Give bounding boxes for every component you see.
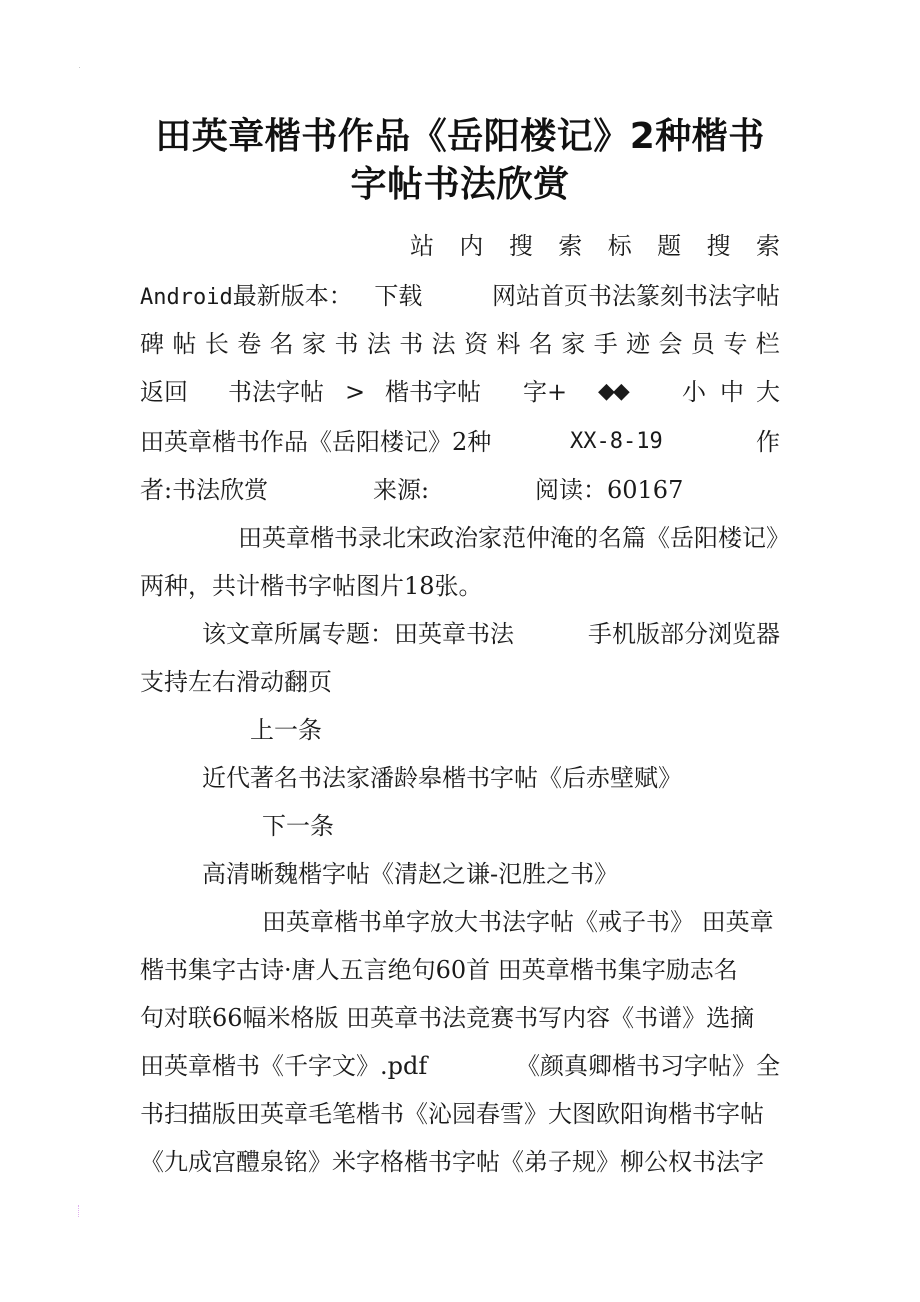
topic-line1: [140, 610, 780, 658]
search-char[interactable]: 索: [558, 232, 583, 260]
search-char[interactable]: 搜: [508, 232, 533, 260]
back-link[interactable]: 返回: [140, 378, 188, 406]
nav-home-link[interactable]: 网站首页书法篆刻书法字帖: [492, 282, 780, 310]
breadcrumb-item-calligraphy[interactable]: 书法字帖: [228, 378, 324, 406]
article-author: 者:书法欣赏: [140, 476, 269, 504]
nav-char[interactable]: 帖: [172, 330, 197, 358]
related-line6[interactable]: 《九成宫醴泉铭》米字格楷书字帖《弟子规》柳公权书法字: [140, 1148, 764, 1176]
search-char[interactable]: 搜: [706, 232, 731, 260]
site-nav-line: [140, 320, 780, 368]
diamond-icon: ◆◆: [598, 379, 628, 404]
search-char[interactable]: 题: [657, 232, 682, 260]
font-size-medium-button[interactable]: 中: [720, 378, 744, 406]
font-size-large-button[interactable]: 大: [756, 378, 780, 406]
page-title-line2: 字帖书法欣赏: [350, 164, 570, 205]
article-title-ref: 田英章楷书作品《岳阳楼记》2种: [140, 428, 492, 456]
scan-artifact: [78, 1205, 81, 1217]
prev-label: 上一条: [250, 716, 322, 744]
next-article-link[interactable]: 高清晰魏楷字帖《清赵之谦-氾胜之书》: [202, 860, 619, 888]
nav-char[interactable]: 料: [496, 330, 521, 358]
search-char[interactable]: 标: [607, 232, 632, 260]
breadcrumb: [140, 368, 780, 416]
nav-char[interactable]: 长: [204, 330, 229, 358]
article-date: XX-8-19: [570, 429, 663, 454]
search-char[interactable]: 站: [410, 232, 434, 260]
prev-article-link[interactable]: 近代著名书法家潘龄皋楷书字帖《后赤壁赋》: [202, 764, 682, 792]
next-label: 下一条: [262, 812, 334, 840]
author-label-start: 作: [756, 428, 780, 456]
nav-char[interactable]: 专: [723, 330, 748, 358]
intro-paragraph-line2: 两种，共计楷书字帖图片18张。: [140, 572, 483, 600]
nav-char[interactable]: 名: [269, 330, 294, 358]
nav-char[interactable]: 家: [561, 330, 586, 358]
nav-char[interactable]: 碑: [140, 330, 164, 358]
breadcrumb-item-kaishu[interactable]: 楷书字帖: [385, 378, 481, 406]
android-download-line: [140, 272, 780, 320]
download-link[interactable]: 下载: [374, 282, 423, 310]
related-line3[interactable]: 句对联66幅米格版 田英章书法竞赛书写内容《书谱》选摘: [140, 1004, 755, 1032]
intro-paragraph-line1: 田英章楷书录北宋政治家范仲淹的名篇《岳阳楼记》: [238, 524, 790, 552]
nav-char[interactable]: 书: [399, 330, 424, 358]
nav-char[interactable]: 名: [528, 330, 553, 358]
search-char[interactable]: 内: [459, 232, 484, 260]
related-line1[interactable]: 田英章楷书单字放大书法字帖《戒子书》 田英章: [262, 908, 774, 936]
breadcrumb-separator: >: [345, 378, 366, 406]
nav-char[interactable]: 手: [593, 330, 618, 358]
page-title-line1: 田英章楷书作品《岳阳楼记》2种楷书: [155, 116, 765, 157]
related-link-qianziwen[interactable]: 田英章楷书《千字文》.pdf: [140, 1052, 428, 1080]
article-meta-line1: [140, 418, 780, 466]
font-size-small-button[interactable]: 小: [682, 378, 706, 406]
font-increase-button[interactable]: 字+: [523, 378, 568, 406]
nav-char[interactable]: 迹: [626, 330, 651, 358]
topic-line2: 支持左右滑动翻页: [140, 668, 332, 696]
nav-char[interactable]: 栏: [755, 330, 780, 358]
mobile-hint: 手机版部分浏览器: [588, 620, 780, 648]
nav-char[interactable]: 书: [334, 330, 359, 358]
site-search-line: [140, 222, 780, 270]
latest-version-label: 最新版本：: [232, 282, 353, 310]
nav-char[interactable]: 资: [464, 330, 489, 358]
nav-char[interactable]: 家: [302, 330, 327, 358]
nav-char[interactable]: 员: [690, 330, 715, 358]
related-line5[interactable]: 书扫描版田英章毛笔楷书《沁园春雪》大图欧阳询楷书字帖: [140, 1100, 764, 1128]
topic-link[interactable]: 该文章所属专题：田英章书法: [202, 620, 514, 648]
article-meta-line2: [140, 466, 780, 514]
scan-artifact: [79, 67, 80, 68]
nav-char[interactable]: 会: [658, 330, 683, 358]
related-line2[interactable]: 楷书集字古诗·唐人五言绝句60首 田英章楷书集字励志名: [140, 956, 738, 984]
search-char[interactable]: 索: [755, 232, 780, 260]
nav-char[interactable]: 法: [431, 330, 456, 358]
article-source: 来源:: [373, 476, 430, 504]
nav-char[interactable]: 卷: [237, 330, 262, 358]
related-line4: [140, 1042, 780, 1090]
nav-char[interactable]: 法: [366, 330, 391, 358]
article-read-count: 阅读：60167: [535, 476, 684, 504]
android-label: Android: [140, 285, 233, 310]
related-link-yanzhenqing[interactable]: 《颜真卿楷书习字帖》全: [516, 1052, 780, 1080]
